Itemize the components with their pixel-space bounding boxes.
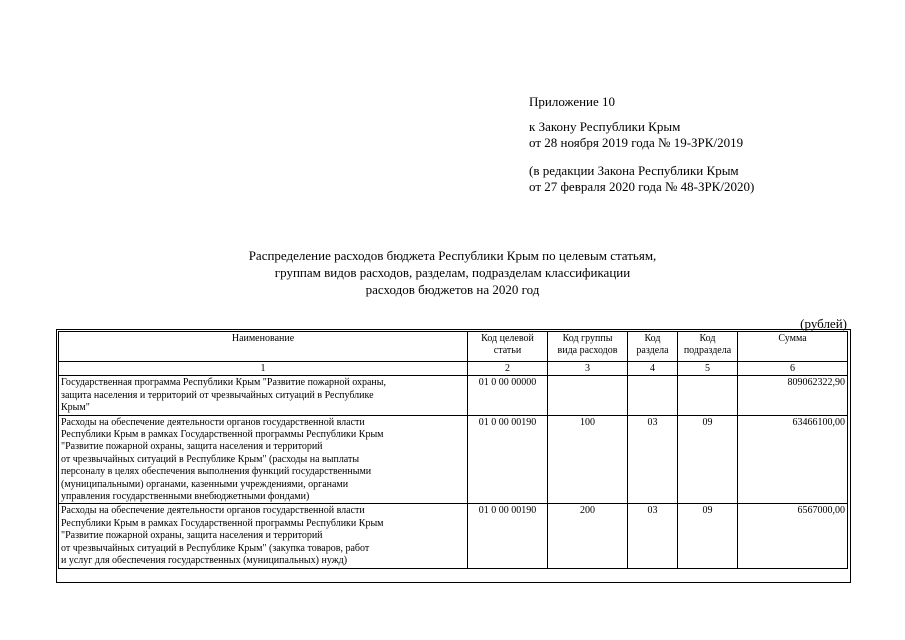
annex-number: Приложение 10 xyxy=(529,94,616,109)
table-row xyxy=(59,376,848,415)
column-number: 2 xyxy=(468,362,548,376)
row-name: Государственная программа Республики Крым "Развитие пожарной охраны, защита населения и территорий от чрезвычайных ситуаций в Республике Крым" xyxy=(59,376,468,415)
header-target-code: Код целевой статьи xyxy=(468,332,548,362)
units-label: (рублей) xyxy=(800,316,847,331)
annex-revision-date: от 27 февраля 2020 года № 48-ЗРК/2020) xyxy=(529,179,755,194)
row-group-code: 200 xyxy=(548,504,628,568)
row-subsection xyxy=(678,376,738,415)
row-target-code: 01 0 00 00190 xyxy=(468,504,548,568)
header-name: Наименование xyxy=(59,332,468,362)
annex-law-reference: к Закону Республики Крым xyxy=(529,119,681,134)
table-header-row xyxy=(59,332,848,362)
row-group-code xyxy=(548,376,628,415)
header-section: Код раздела xyxy=(628,332,678,362)
row-subsection: 09 xyxy=(678,504,738,568)
row-sum: 6567000,00 xyxy=(738,504,848,568)
header-group-code: Код группы вида расходов xyxy=(548,332,628,362)
row-section xyxy=(628,376,678,415)
column-number: 3 xyxy=(548,362,628,376)
column-number: 6 xyxy=(738,362,848,376)
annex-revision-reference: (в редакции Закона Республики Крым xyxy=(529,163,739,178)
column-number: 4 xyxy=(628,362,678,376)
row-name: Расходы на обеспечение деятельности органов государственной власти Республики Крым в рамках Государственной программы Республики Крым "Развитие пожарной охраны, защита населения и территорий от чрезвычайных ситуаций в Республике Крым" (закупка товаров, работ и услуг для обеспечения государственных (муниципальных) нужд) xyxy=(59,504,468,568)
table-row xyxy=(59,504,848,568)
title-line-2: группам видов расходов, разделам, подразделам классификации xyxy=(274,265,631,280)
document-title xyxy=(100,247,805,298)
annex-law-date: от 28 ноября 2019 года № 19-ЗРК/2019 xyxy=(529,135,744,150)
column-number: 5 xyxy=(678,362,738,376)
row-section: 03 xyxy=(628,504,678,568)
title-line-1: Распределение расходов бюджета Республики Крым по целевым статьям, xyxy=(248,248,657,263)
row-section: 03 xyxy=(628,415,678,504)
row-target-code: 01 0 00 00190 xyxy=(468,415,548,504)
row-sum: 809062322,90 xyxy=(738,376,848,415)
title-line-3: расходов бюджетов на 2020 год xyxy=(365,282,540,297)
header-subsection: Код подраздела xyxy=(678,332,738,362)
row-group-code: 100 xyxy=(548,415,628,504)
column-number: 1 xyxy=(59,362,468,376)
row-sum: 63466100,00 xyxy=(738,415,848,504)
row-target-code: 01 0 00 00000 xyxy=(468,376,548,415)
row-subsection: 09 xyxy=(678,415,738,504)
row-name: Расходы на обеспечение деятельности органов государственной власти Республики Крым в рамках Государственной программы Республики Крым "Развитие пожарной охраны, защита населения и территорий от чрезвычайных ситуаций в Республике Крым" (расходы на выплаты персоналу в целях обеспечения выполнения функций государственными (муниципальными) органами, казенными учреждениями, органами управления государственными внебюджетными фондами) xyxy=(59,415,468,504)
header-sum: Сумма xyxy=(738,332,848,362)
budget-table xyxy=(58,331,848,569)
table-row xyxy=(59,415,848,504)
column-number-row xyxy=(59,362,848,376)
